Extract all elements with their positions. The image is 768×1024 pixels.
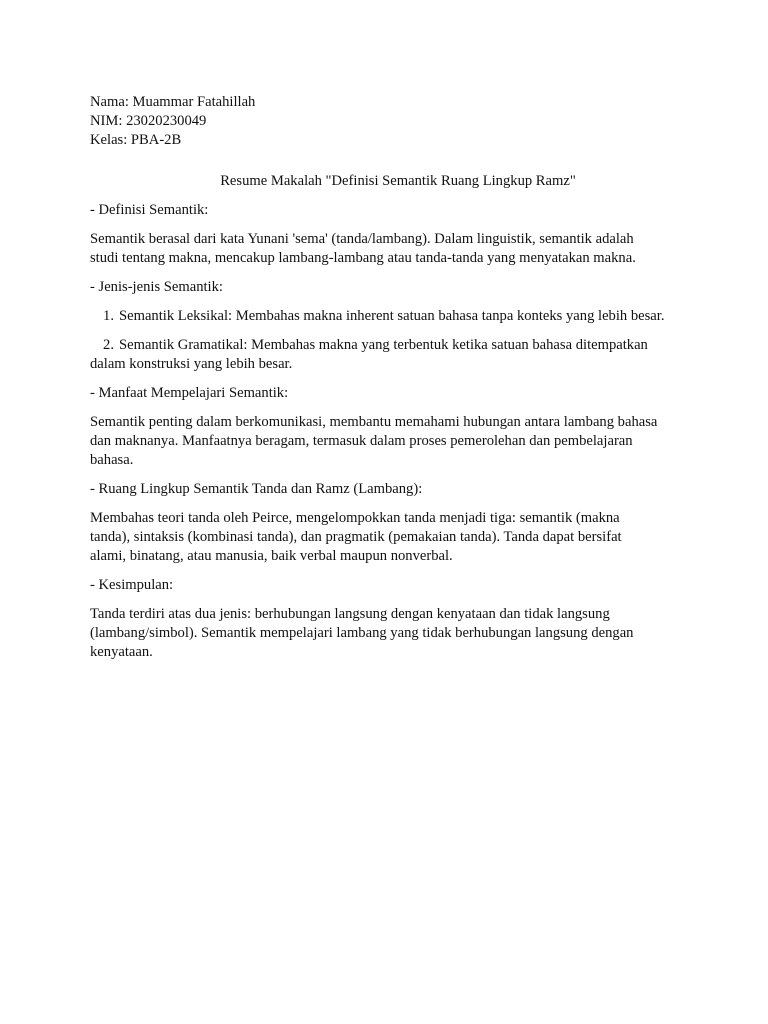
section-heading-jenis: - Jenis-jenis Semantik: [90,279,223,295]
section-heading-manfaat: - Manfaat Mempelajari Semantik: [90,385,289,401]
list-item-text [119,336,690,355]
list-number: 1. [103,308,114,324]
list-number: 2. [103,337,114,353]
section-paragraph-manfaat [90,413,690,470]
paragraph-line: kenyataan. [90,644,153,660]
paragraph-line: Membahas teori tanda oleh Peirce, mengelompokkan tanda menjadi tiga: semantik (makna [90,510,620,526]
paragraph-line: Semantik penting dalam berkomunikasi, membantu memahami hubungan antara lambang bahasa [90,414,658,430]
section-heading-definisi: - Definisi Semantik: [90,202,209,218]
student-nim: NIM: 23020230049 [90,113,207,129]
document-title: Resume Makalah "Definisi Semantik Ruang Lingkup Ramz" [220,173,576,189]
document-content [90,93,690,662]
section-heading-kesimpulan: - Kesimpulan: [90,577,174,593]
paragraph-line: tanda), sintaksis (kombinasi tanda), dan pragmatik (pemakaian tanda). Tanda dapat bersifat [90,529,622,545]
student-class: Kelas: PBA-2B [90,132,182,148]
section-paragraph-ruang-lingkup [90,509,690,566]
section-heading-ruang-lingkup: - Ruang Lingkup Semantik Tanda dan Ramz (Lambang): [90,481,423,497]
section-paragraph-kesimpulan [90,605,690,662]
list-line: Semantik Gramatikal: Membahas makna yang terbentuk ketika satuan bahasa ditempatkan [119,337,648,353]
paragraph-line: bahasa. [90,452,134,468]
list-line: Semantik Leksikal: Membahas makna inherent satuan bahasa tanpa konteks yang lebih besar. [119,308,665,324]
list-item [90,336,690,355]
paragraph-line: Semantik berasal dari kata Yunani 'sema' (tanda/lambang). Dalam linguistik, semantik adalah [90,231,634,247]
student-name: Nama: Muammar Fatahillah [90,94,256,110]
list-item [90,307,690,326]
paragraph-line: Tanda terdiri atas dua jenis: berhubungan langsung dengan kenyataan dan tidak langsung [90,606,610,622]
section-paragraph-definisi [90,230,690,268]
list-line-continuation: dalam konstruksi yang lebih besar. [90,356,293,372]
paragraph-line: dan maknanya. Manfaatnya beragam, termasuk dalam proses pemerolehan dan pembelajaran [90,433,633,449]
student-header [90,93,690,150]
list-item-text [119,307,690,326]
paragraph-line: alami, binatang, atau manusia, baik verbal maupun nonverbal. [90,548,453,564]
paragraph-line: (lambang/simbol). Semantik mempelajari lambang yang tidak berhubungan langsung dengan [90,625,634,641]
paragraph-line: studi tentang makna, mencakup lambang-lambang atau tanda-tanda yang menyatakan makna. [90,250,636,266]
